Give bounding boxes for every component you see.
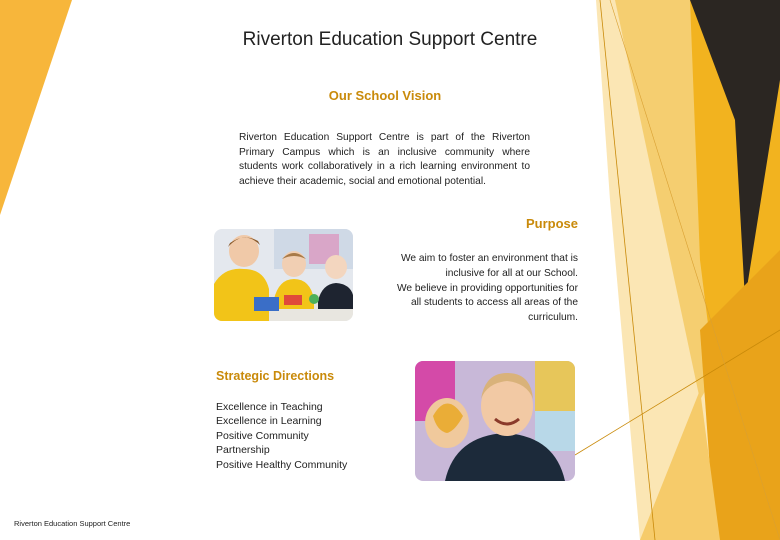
vision-heading: Our School Vision (328, 88, 442, 103)
list-item: Positive Healthy Community (216, 458, 348, 471)
purpose-line: We aim to foster an environment that is (400, 253, 578, 264)
boy-waving-photo (415, 361, 575, 481)
purpose-line: We believe in providing opportunities for (396, 282, 578, 294)
strategic-directions-list (216, 400, 347, 472)
purpose-line: curriculum. (528, 312, 578, 324)
purpose-line: inclusive for all at our School. (445, 267, 578, 279)
purpose-line: all students to access all areas of the (410, 297, 578, 309)
vision-text: Riverton Education Support Centre is part of the Riverton Primary Campus which is an inclusive community where students work collaboratively in a rich learning environment to achieve their academic, social and emotional potential. (239, 132, 530, 187)
footer-text: Riverton Education Support Centre (14, 519, 131, 528)
list-item: Positive Community (216, 429, 309, 442)
students-classroom-photo (214, 229, 353, 321)
strategic-directions-heading: Strategic Directions (216, 369, 335, 383)
list-item: Excellence in Teaching (216, 401, 323, 413)
purpose-text (372, 252, 578, 326)
page-title: Riverton Education Support Centre (242, 29, 538, 50)
purpose-heading: Purpose (525, 216, 578, 231)
list-item: Excellence in Learning (216, 415, 322, 428)
list-item: Partnership (216, 444, 270, 457)
